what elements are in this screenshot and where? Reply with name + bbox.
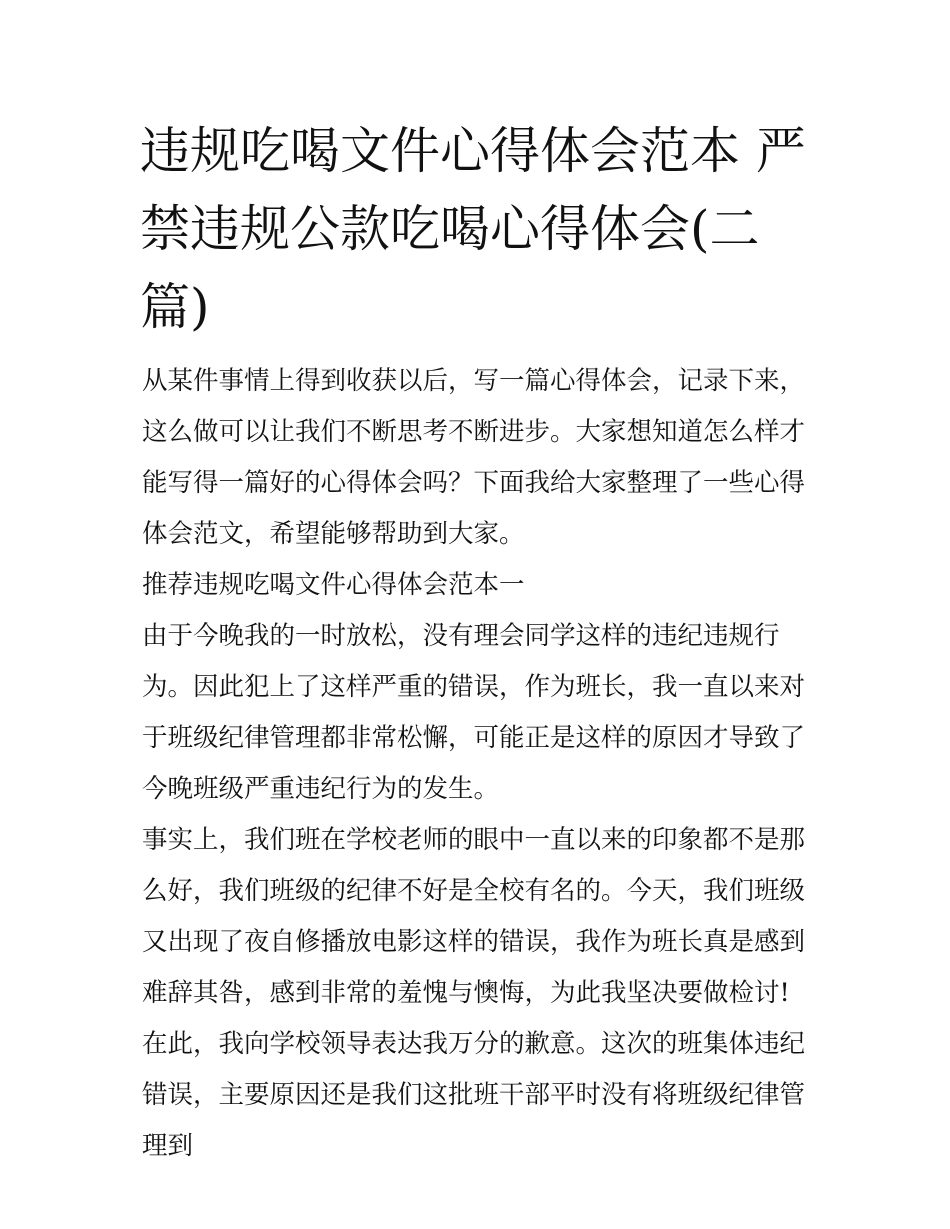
- section-heading: 推荐违规吃喝文件心得体会范本一: [142, 570, 525, 600]
- paragraph-intro: 从某件事情上得到收获以后，写一篇心得体会，记录下来，这么做可以让我们不断思考不断进步。大家想知道怎么样才能写得一篇好的心得体会吗？下面我给大家整理了一些心得体会范文，希望能够帮助到大家。: [142, 366, 806, 549]
- paragraph: 在此，我向学校领导表达我万分的歉意。这次的班集体违纪错误，主要原因还是我们这批班干部平时没有将班级纪律管理到: [142, 1029, 806, 1161]
- paragraph: 事实上，我们班在学校老师的眼中一直以来的印象都不是那么好，我们班级的纪律不好是全校有名的。今天，我们班级又出现了夜自修播放电影这样的错误，我作为班长真是感到难辞其咎，感到非常的羞愧与懊悔，为此我坚决要做检讨!: [142, 825, 806, 1008]
- document-title: 违规吃喝文件心得体会范本 严禁违规公款吃喝心得体会(二篇): [140, 122, 806, 336]
- document-body: [142, 356, 814, 1172]
- paragraph: 由于今晚我的一时放松，没有理会同学这样的违纪违规行为。因此犯上了这样严重的错误，作为班长，我一直以来对于班级纪律管理都非常松懈，可能正是这样的原因才导致了今晚班级严重违纪行为的发生。: [142, 621, 806, 804]
